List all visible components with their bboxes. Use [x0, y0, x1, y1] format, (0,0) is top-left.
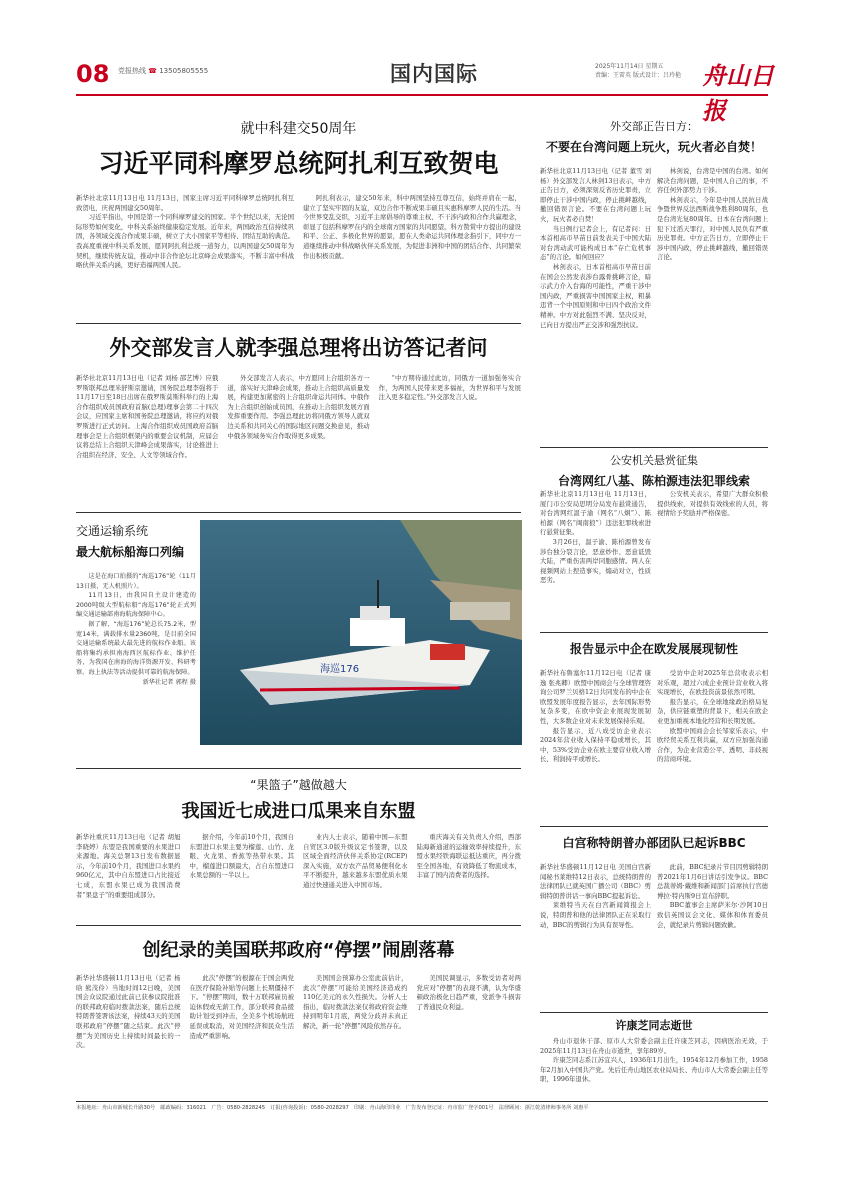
article-taiwan-bounty: [540, 452, 768, 652]
article-ship-commissioned: [76, 522, 196, 762]
article-headline: 习近平同科摩罗总统阿扎利互致贺电: [98, 149, 499, 178]
article-xi-comoros: [76, 118, 521, 318]
paragraph: 新华社北京11月13日电 11月13日，国家主席习近平同科摩罗总统阿扎利互致贺电，庆祝两国建交50周年。: [76, 194, 294, 212]
article-kicker: 公安机关悬赏征集: [610, 454, 698, 467]
paragraph: BBC董事会主席萨米尔·沙阿10日致信英国议会文化、媒体和体育委员会，就纪录片剪辑问题致歉。: [657, 901, 768, 929]
article-kicker: “果篮子”越做越大: [250, 778, 347, 792]
paragraph: 新华社北京11月13日电（记者 刘杨 邵艺博）应俄罗斯联邦总理米舒斯京邀请，国务院总理李强将于11月17日至18日出席在俄罗斯莫斯科举行的上海合作组织成员国政府首脑(总理)理事会第二十四次会议，应国家主席和国务院总理邀请，将应约对俄罗斯进行正式访问。上海合作组织成员国政府首脑理事会是上合组织框架内的重要会议机制，应届会议将总结上合组织天津峰会成果落实，讨论推进上合组织在经济、安全、人文等领域合作。: [76, 374, 219, 459]
paragraph: 外交部发言人表示，中方愿同上合组织各方一道，落实好天津峰会成果，推动上合组织高质量发展，构建更加紧密的上合组织命运共同体。中俄作为上合组织创始成员国，在推动上合组织发展方面发挥重要作用。李强总理此访将同俄方领导人就双边关系和共同关心的国际地区问题交换意见，推动中俄各领域务实合作取得更多成果。: [227, 374, 370, 440]
paragraph: 据介绍，今年前10个月，我国自东盟进口水果主要为榴莲、山竹、龙眼、火龙果、香蕉等热带水果。其中，榴莲进口额最大，占自东盟进口水果总额的一半以上。: [189, 833, 294, 880]
article-headline: 交通运输系统: [76, 524, 149, 538]
divider: [76, 925, 521, 926]
paragraph: 新华社华盛顿11月13日电（记者 杨晗 熊茂伶）当地时间12日晚，美国国会众议院通过此前已获参议院批准的联邦政府临时拨款法案，随后总统特朗普签署该法案，持续43天的美国联邦政府“停摆”随之结束。此次“停摆”为美国历史上持续时间最长的一次。: [76, 974, 181, 1050]
paragraph: 舟山市退休干部、原市人大常委会副主任许康芝同志，因病医治无效，于2025年11月13日在舟山市逝世，享年89岁。: [540, 1037, 768, 1055]
paragraph: 重庆海关有关负责人介绍，西部陆海新通道的运输效率持续提升，东盟水果经铁海联运抵达重庆，再分拨至全国各地，有效降低了物流成本，丰富了国内消费者的选择。: [416, 833, 521, 880]
paragraph: 林剑表示，今年是中国人民抗日战争暨世界反法西斯战争胜利80周年，也是台湾光复80周年。日本在台湾问题上犯下过滔天罪行，对中国人民负有严重历史罪责。中方正告日方，立即停止干涉中国内政，停止挑衅越线，撤回错误言论。: [657, 195, 768, 262]
article-asean-fruit: [76, 776, 521, 916]
paragraph: 新华社布鲁塞尔11月12日电（记者 康逸 张兆卿）欧盟中国商会与全球管理咨询公司罗兰贝格12日共同发布的中企在欧盟发展年度报告显示，去年国际形势复杂多变，在欧中资企业展现发展韧性，大多数企业对未来发展保持乐观。: [540, 669, 651, 725]
page-number: 08: [76, 60, 110, 88]
issue-designer: 版式设计：吕玲艳: [632, 72, 681, 79]
divider: [540, 632, 768, 633]
paragraph: 11月13日，由我国自主设计建造的2000吨级大型航标船“海巡176”轮正式列编交通运输部南海航海保障中心。: [76, 592, 196, 619]
paragraph: 新华社重庆11月13日电（记者 胡旭 李晓婷）东盟是我国重要的水果进口来源地。海关总署13日发布数据显示，今年前10个月，我国进口水果约960亿元，其中自东盟进口占比接近七成，东盟水果已成为我国消费者“果盘子”的重要组成部分。: [76, 833, 181, 899]
ship-photo-image: [200, 520, 522, 745]
paragraph: 习近平指出，中国是第一个同科摩罗建交的国家。半个世纪以来，无论国际形势如何变化，中科关系始终健康稳定发展。近年来，两国政治互信持续巩固，各领域交流合作成果丰硕，树立了大小国家平等相待、团结互助的典范。我高度重视中科关系发展，愿同阿扎利总统一道努力，以两国建交50周年为契机，继续传统友谊，推动中非合作论坛北京峰会成果落实，不断丰富中科战略伙伴关系内涵，更好造福两国人民。: [76, 213, 294, 270]
paragraph: 新华社华盛顿11月12日电 美国白宫新闻秘书莱维特12日表示，总统特朗普的法律团队已就英国广播公司（BBC）剪辑特朗普讲话一事向BBC提起诉讼。: [540, 863, 651, 900]
article-headline: 白宫称特朗普办部团队已起诉BBC: [562, 836, 746, 850]
hotline-number: 13505805555: [159, 67, 209, 75]
article-obituary: [540, 1012, 768, 1094]
page-header: [60, 54, 782, 125]
paragraph: 业内人士表示，随着中国—东盟自贸区3.0版升级议定书签署，以及区域全面经济伙伴关系协定(RCEP)深入实施，双方农产品贸易便利化水平不断提升，越来越多东盟优质水果通过快速通关进入中国市场。: [303, 833, 408, 889]
divider: [540, 447, 768, 448]
article-china-eu-business: [540, 640, 768, 825]
ship-hull-label: 海巡176: [320, 664, 360, 675]
article-body: [76, 572, 196, 742]
article-body: [540, 1037, 768, 1097]
header-rule: [76, 94, 768, 96]
paragraph: 莱维特当天在白宫新闻简报会上说，特朗普和他的法律团队正在采取行动，BBC的剪辑行为具有误导性。: [540, 901, 651, 929]
paragraph: 许康芝同志系江苏宜兴人，1936年1月出生，1954年12月参加工作，1958年2月加入中国共产党。先后任舟山地区农业局局长、舟山市人大常委会副主任等职，1996年退休。: [540, 1056, 768, 1084]
divider: [76, 512, 521, 513]
article-headline: 创纪录的美国联邦政府“停摆”闹剧落幕: [142, 940, 455, 961]
article-body: [540, 167, 768, 455]
issue-editor: 责编：王雷英: [595, 72, 632, 79]
article-li-qiang-visit: [76, 332, 521, 512]
ship-photo: [200, 520, 522, 745]
paragraph: 当日例行记者会上，有记者问：日本首相高市早苗日前发表关于中国大陆对台湾动武可能构成日本“存亡危机事态”的言论。如何回应？: [540, 224, 651, 262]
paragraph: 欧盟中国商会会长邹家乐表示，中欧经贸关系互利共赢，双方应加强沟通合作，为企业营造公平、透明、非歧视的营商环境。: [657, 726, 768, 764]
article-body: [76, 374, 521, 524]
hotline-label: 党报热线: [118, 67, 146, 75]
photo-credit: 新华社记者 郭程 摄: [142, 678, 196, 686]
masthead-logo: 舟山日报: [702, 61, 774, 125]
article-body: [76, 833, 521, 929]
article-headline: 不要在台湾问题上玩火，玩火者必自焚！: [545, 140, 762, 154]
article-body: [540, 863, 768, 1013]
divider: [540, 826, 768, 827]
paragraph: 林剑表示，日本首相高市早苗日前在国会公然发表涉台露骨挑衅言论，暗示武力介入台海的可能性，严重干涉中国内政，严重损害中国国家主权，粗暴违背一个中国原则和中日四个政治文件精神。中方对此强烈不满、坚决反对，已向日方提出严正交涉和强烈抗议。: [540, 262, 651, 329]
article-us-shutdown: [76, 936, 521, 1091]
paragraph: 这是在海口拍摄的“海巡176”轮（11月13日摄，无人机照片）。: [76, 573, 196, 590]
paragraph: 报告显示，近八成受访企业表示2024年营业收入保持平稳或增长，其中，53%受访企业在欧主要营业收入增长、利润持平或增长。: [540, 726, 651, 764]
hotline-badge: [118, 66, 208, 76]
paragraph: 公安机关表示，希望广大群众积极提供线索，对提供有效线索的人员，将视情给予奖励并严格保密。: [657, 490, 768, 518]
footer-info: 本报地址：舟山市新城长升路30号 邮政编码：316021 广告：0580-2828245 订报(咨询投诉)：0580-2028297 印刷：舟山海印印业 广告发布登记证：舟市监广登字001号 法律顾问：浙江乾清律师事务所 刘惠平: [76, 1105, 589, 1111]
paragraph: 据了解，“海巡176”轮总长75.2米，型宽14米，满载排水量2360吨，是目前全国交通运输系统最大最先进的航标作业船。该船将集约承担南海西区航标作业、维护任务，为我国在南海的海洋资源开发、科研考察、海上执法等活动提供可靠的航海保障。: [76, 620, 196, 676]
paragraph: 新华社北京11月13日电（记者 董雪 刘杨）外交部发言人林剑13日表示，中方正告日方，必须深刻反省历史罪责，立即停止干涉中国内政，停止挑衅越线，撤回错误言论。不要在台湾问题上玩火，玩火者必自焚！: [540, 167, 651, 223]
article-body: [540, 669, 768, 829]
article-body: [76, 194, 521, 282]
article-body: [540, 490, 768, 650]
divider: [76, 768, 521, 769]
article-headline-2: 最大航标船海口列编: [76, 545, 185, 559]
paragraph: 新华社北京11月13日电 11月13日，厦门市公安局思明分局发布悬赏通告，对台湾网红温子渝（网名“八炯”）、陈柏源（网名“闽南狼”）违法犯罪线索进行悬赏征集。: [540, 490, 651, 537]
paragraph: 美国民调显示，多数受访者对两党应对“停摆”的表现不满，认为华盛顿政治极化日趋严重，党派争斗损害了普通民众利益。: [416, 974, 521, 1011]
article-kicker: 就中科建交50周年: [240, 121, 357, 137]
article-body: [76, 974, 521, 1094]
issue-date: 2025年11月14日: [595, 63, 644, 70]
issue-weekday: 星期五: [645, 63, 664, 70]
article-headline: 我国近七成进口瓜果来自东盟: [181, 801, 416, 822]
paragraph: 此前，BBC纪录片节目因剪辑特朗普2021年1月6日讲话引发争议。BBC总裁蒂姆·戴维和新闻部门首席执行官德博拉·特内斯9日宣布辞职。: [657, 863, 768, 900]
paragraph: 此次“停摆”的根源在于国会两党在医疗保险补贴等问题上长期僵持不下。“停摆”期间，数十万联邦雇员被迫休假或无薪工作，部分联邦食品援助计划受到冲击，全美多个机场航班延误或取消，对美国经济和民众生活造成严重影响。: [189, 974, 294, 1040]
article-kicker: 外交部正告日方：: [610, 120, 698, 133]
article-taiwan-warning: [540, 118, 768, 443]
paragraph: 报告显示，在全球地缘政治格局复杂，供应链重塑的背景下，相关在欧企业更加重视本地化经营和长期发展。: [657, 697, 768, 725]
paragraph: 受访中企对2025年总营收表示相对乐观，超过六成企业预计营业收入将实现增长，在欧投资前景依然可期。: [657, 669, 768, 697]
footer-rule: [76, 1101, 768, 1102]
article-headline: 台湾网红八基、陈柏源违法犯罪线索: [557, 474, 750, 488]
paragraph: 阿扎利表示，建交50年来，科中两国坚持互尊互信，始终并肩在一起，建立了坚实牢固的友谊，双边合作不断成果丰硕且实惠科摩罗人民的生活。当今世界变乱交织，习近平主席倡导的尊重主权、不干涉内政和合作共赢理念，彰显了包括科摩罗在内的全球南方国家的共同愿望。科方赞赏中方提出的建设和平、公正、多极化世界的愿景，愿在人类命运共同体理念指引下，同中方一道继续推动中科战略伙伴关系发展，为促进非洲和中国的团结合作、共同繁荣作出积极贡献。: [303, 194, 521, 260]
article-trump-bbc: [540, 834, 768, 1009]
phone-icon: ☎: [148, 67, 157, 75]
divider: [76, 323, 521, 324]
issue-info: [595, 62, 681, 80]
paragraph: 美国国会预算办公室此前估计，此次“停摆”可能给美国经济造成约110亿美元的永久性损失。分析人士指出，临时拨款法案仅将政府资金维持到明年1月底，两党分歧并未真正解决，新一轮“停摆”风险依然存在。: [303, 974, 408, 1030]
article-headline: 许康芝同志逝世: [615, 1019, 693, 1032]
paragraph: “中方期待通过此访，同俄方一道加强务实合作，为两国人民带来更多福祉，为世界和平与发展注入更多稳定性。”外交部发言人说。: [378, 374, 521, 402]
section-title: 国内国际: [390, 61, 478, 86]
article-headline: 报告显示中企在欧发展展现韧性: [569, 642, 738, 656]
paragraph: 3月26日，温子渝、陈柏源曾发布涉台独分裂言论，恶意炒作、恶意诋毁大陆，严重伤害两岸同胞感情。两人在视频网站上捏造事实，煽动对立，性质恶劣。: [540, 537, 651, 585]
article-headline: 外交部发言人就李强总理将出访答记者问: [109, 336, 488, 360]
paragraph: 林剑说，台湾是中国的台湾。如何解决台湾问题，是中国人自己的事，不容任何外部势力干涉。: [657, 167, 768, 195]
